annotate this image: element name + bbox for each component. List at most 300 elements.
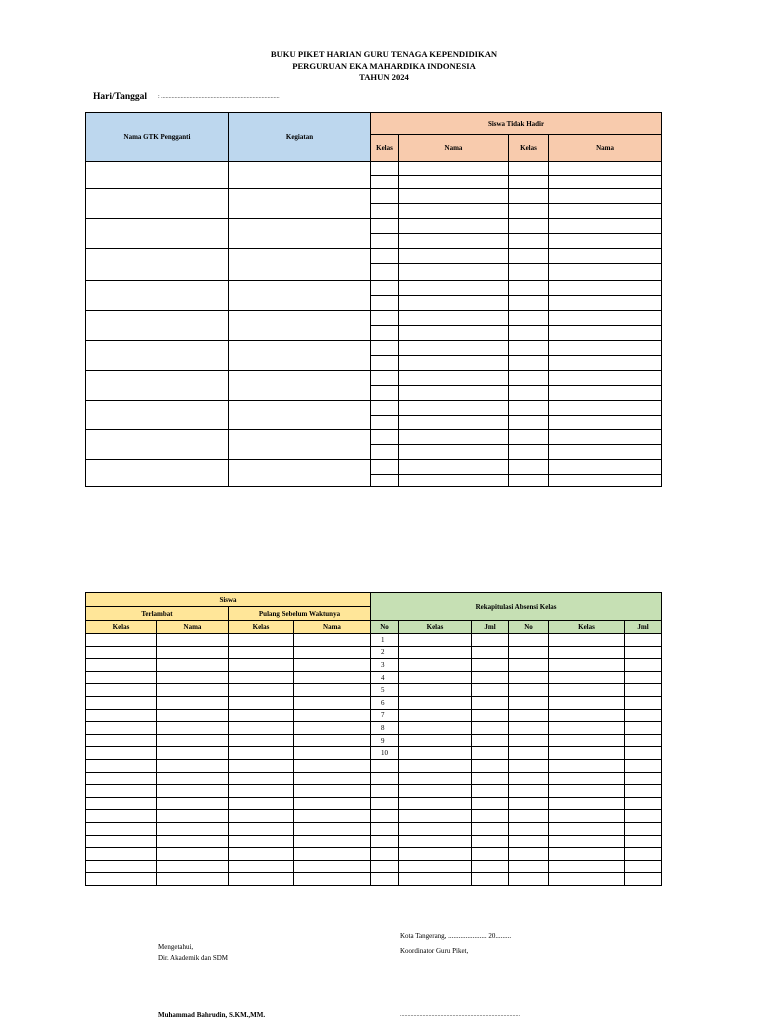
- cell-kelas[interactable]: [229, 873, 294, 886]
- cell-kelas[interactable]: [399, 659, 472, 672]
- cell-kelas[interactable]: [229, 722, 294, 735]
- cell-nama-gtk[interactable]: [86, 460, 229, 487]
- cell-no[interactable]: [371, 848, 399, 861]
- cell-kelas[interactable]: [399, 810, 472, 823]
- cell-nama-gtk[interactable]: [86, 189, 229, 219]
- cell-kelas[interactable]: [549, 873, 625, 886]
- cell-nama[interactable]: [399, 401, 509, 416]
- cell-nama[interactable]: [549, 416, 662, 430]
- cell-kelas[interactable]: [86, 797, 157, 810]
- cell-nama[interactable]: [549, 445, 662, 460]
- cell-nama[interactable]: [399, 176, 509, 189]
- cell-jml[interactable]: [472, 810, 509, 823]
- cell-nama[interactable]: [399, 460, 509, 475]
- cell-kelas[interactable]: [229, 646, 294, 659]
- cell-nama[interactable]: [399, 371, 509, 386]
- cell-kelas[interactable]: [399, 671, 472, 684]
- cell-no[interactable]: [371, 873, 399, 886]
- cell-kegiatan[interactable]: [229, 189, 371, 219]
- cell-kelas[interactable]: [86, 696, 157, 709]
- cell-nama[interactable]: [399, 475, 509, 487]
- cell-kelas[interactable]: [86, 759, 157, 772]
- cell-jml[interactable]: [625, 797, 662, 810]
- cell-kelas[interactable]: [509, 264, 549, 281]
- cell-jml[interactable]: [625, 671, 662, 684]
- cell-kelas[interactable]: [509, 162, 549, 176]
- cell-no[interactable]: 8: [371, 722, 399, 735]
- cell-jml[interactable]: [625, 822, 662, 835]
- cell-kelas[interactable]: [371, 326, 399, 341]
- cell-nama[interactable]: [294, 848, 371, 861]
- cell-nama[interactable]: [294, 747, 371, 760]
- cell-no[interactable]: [509, 709, 549, 722]
- cell-kelas[interactable]: [371, 371, 399, 386]
- cell-nama[interactable]: [294, 810, 371, 823]
- cell-no[interactable]: [509, 734, 549, 747]
- cell-nama[interactable]: [157, 734, 229, 747]
- cell-nama-gtk[interactable]: [86, 430, 229, 460]
- cell-no[interactable]: [371, 772, 399, 785]
- cell-jml[interactable]: [625, 759, 662, 772]
- cell-kelas[interactable]: [509, 311, 549, 326]
- cell-kelas[interactable]: [371, 445, 399, 460]
- cell-kegiatan[interactable]: [229, 430, 371, 460]
- cell-nama[interactable]: [399, 281, 509, 296]
- cell-no[interactable]: [509, 722, 549, 735]
- cell-jml[interactable]: [625, 835, 662, 848]
- cell-jml[interactable]: [472, 797, 509, 810]
- cell-kelas[interactable]: [399, 797, 472, 810]
- cell-jml[interactable]: [472, 785, 509, 798]
- cell-nama[interactable]: [294, 759, 371, 772]
- cell-kelas[interactable]: [509, 430, 549, 445]
- cell-jml[interactable]: [625, 785, 662, 798]
- cell-kelas[interactable]: [399, 759, 472, 772]
- cell-no[interactable]: 3: [371, 659, 399, 672]
- cell-jml[interactable]: [625, 722, 662, 735]
- cell-kelas[interactable]: [86, 860, 157, 873]
- cell-kelas[interactable]: [509, 341, 549, 356]
- cell-kelas[interactable]: [399, 822, 472, 835]
- cell-nama[interactable]: [399, 445, 509, 460]
- cell-no[interactable]: [509, 785, 549, 798]
- cell-kelas[interactable]: [229, 797, 294, 810]
- cell-no[interactable]: [509, 810, 549, 823]
- cell-nama[interactable]: [294, 835, 371, 848]
- cell-nama-gtk[interactable]: [86, 219, 229, 249]
- cell-nama[interactable]: [157, 848, 229, 861]
- cell-kegiatan[interactable]: [229, 162, 371, 189]
- cell-kelas[interactable]: [549, 822, 625, 835]
- cell-nama[interactable]: [399, 416, 509, 430]
- cell-kelas[interactable]: [229, 659, 294, 672]
- cell-jml[interactable]: [625, 860, 662, 873]
- cell-kelas[interactable]: [399, 772, 472, 785]
- cell-kelas[interactable]: [509, 204, 549, 219]
- cell-kelas[interactable]: [371, 249, 399, 264]
- cell-nama[interactable]: [549, 234, 662, 249]
- cell-no[interactable]: [509, 873, 549, 886]
- cell-no[interactable]: [509, 772, 549, 785]
- cell-no[interactable]: 1: [371, 634, 399, 647]
- cell-nama[interactable]: [157, 696, 229, 709]
- cell-kelas[interactable]: [399, 860, 472, 873]
- cell-kelas[interactable]: [549, 659, 625, 672]
- cell-kelas[interactable]: [399, 684, 472, 697]
- cell-no[interactable]: [509, 835, 549, 848]
- cell-nama[interactable]: [549, 356, 662, 371]
- cell-kelas[interactable]: [371, 234, 399, 249]
- cell-jml[interactable]: [472, 634, 509, 647]
- cell-nama[interactable]: [157, 810, 229, 823]
- cell-kelas[interactable]: [371, 219, 399, 234]
- cell-no[interactable]: 10: [371, 747, 399, 760]
- cell-jml[interactable]: [625, 634, 662, 647]
- cell-jml[interactable]: [625, 684, 662, 697]
- cell-nama[interactable]: [399, 326, 509, 341]
- cell-kelas[interactable]: [371, 311, 399, 326]
- cell-nama[interactable]: [294, 722, 371, 735]
- cell-nama[interactable]: [399, 386, 509, 401]
- cell-nama[interactable]: [294, 684, 371, 697]
- cell-kelas[interactable]: [229, 747, 294, 760]
- cell-kegiatan[interactable]: [229, 401, 371, 430]
- cell-nama[interactable]: [294, 797, 371, 810]
- cell-no[interactable]: [509, 659, 549, 672]
- cell-kelas[interactable]: [509, 326, 549, 341]
- cell-kelas[interactable]: [86, 671, 157, 684]
- cell-kelas[interactable]: [86, 659, 157, 672]
- cell-nama[interactable]: [157, 709, 229, 722]
- cell-kelas[interactable]: [86, 848, 157, 861]
- hari-tanggal-field[interactable]: : ...............................................................................: [158, 94, 280, 100]
- cell-nama[interactable]: [157, 722, 229, 735]
- cell-nama[interactable]: [157, 873, 229, 886]
- cell-nama[interactable]: [294, 696, 371, 709]
- cell-jml[interactable]: [625, 734, 662, 747]
- cell-kelas[interactable]: [229, 759, 294, 772]
- cell-jml[interactable]: [472, 873, 509, 886]
- cell-jml[interactable]: [472, 659, 509, 672]
- cell-kelas[interactable]: [371, 416, 399, 430]
- cell-kelas[interactable]: [549, 709, 625, 722]
- cell-nama[interactable]: [549, 264, 662, 281]
- cell-kelas[interactable]: [509, 445, 549, 460]
- cell-nama[interactable]: [549, 475, 662, 487]
- cell-kelas[interactable]: [371, 264, 399, 281]
- cell-kelas[interactable]: [509, 356, 549, 371]
- cell-kegiatan[interactable]: [229, 219, 371, 249]
- cell-jml[interactable]: [472, 822, 509, 835]
- cell-nama[interactable]: [157, 822, 229, 835]
- cell-kelas[interactable]: [509, 219, 549, 234]
- cell-no[interactable]: [509, 696, 549, 709]
- cell-kelas[interactable]: [86, 734, 157, 747]
- cell-nama[interactable]: [549, 401, 662, 416]
- cell-kelas[interactable]: [371, 204, 399, 219]
- cell-nama[interactable]: [549, 460, 662, 475]
- cell-kelas[interactable]: [399, 835, 472, 848]
- cell-nama[interactable]: [549, 430, 662, 445]
- cell-no[interactable]: [371, 822, 399, 835]
- cell-nama[interactable]: [549, 219, 662, 234]
- cell-nama[interactable]: [549, 204, 662, 219]
- cell-nama[interactable]: [157, 860, 229, 873]
- cell-kelas[interactable]: [229, 709, 294, 722]
- cell-nama[interactable]: [157, 759, 229, 772]
- cell-kegiatan[interactable]: [229, 281, 371, 311]
- cell-nama[interactable]: [157, 684, 229, 697]
- cell-nama[interactable]: [549, 326, 662, 341]
- cell-nama[interactable]: [157, 797, 229, 810]
- cell-kelas[interactable]: [509, 416, 549, 430]
- cell-nama[interactable]: [549, 281, 662, 296]
- cell-nama[interactable]: [549, 176, 662, 189]
- cell-no[interactable]: [509, 634, 549, 647]
- cell-kegiatan[interactable]: [229, 341, 371, 371]
- cell-jml[interactable]: [472, 848, 509, 861]
- cell-no[interactable]: [371, 835, 399, 848]
- cell-kelas[interactable]: [229, 634, 294, 647]
- cell-kelas[interactable]: [549, 785, 625, 798]
- cell-no[interactable]: [371, 810, 399, 823]
- cell-jml[interactable]: [472, 835, 509, 848]
- cell-nama[interactable]: [294, 785, 371, 798]
- cell-kelas[interactable]: [86, 772, 157, 785]
- cell-no[interactable]: [371, 785, 399, 798]
- cell-jml[interactable]: [472, 696, 509, 709]
- cell-kelas[interactable]: [229, 810, 294, 823]
- cell-nama[interactable]: [549, 189, 662, 204]
- cell-kelas[interactable]: [86, 722, 157, 735]
- cell-nama[interactable]: [549, 311, 662, 326]
- cell-nama-gtk[interactable]: [86, 341, 229, 371]
- cell-nama[interactable]: [399, 162, 509, 176]
- cell-kelas[interactable]: [371, 176, 399, 189]
- cell-jml[interactable]: [625, 646, 662, 659]
- cell-nama-gtk[interactable]: [86, 281, 229, 311]
- cell-kelas[interactable]: [549, 797, 625, 810]
- cell-kelas[interactable]: [229, 684, 294, 697]
- cell-kelas[interactable]: [509, 296, 549, 311]
- cell-kegiatan[interactable]: [229, 371, 371, 401]
- cell-kelas[interactable]: [86, 873, 157, 886]
- cell-kelas[interactable]: [399, 696, 472, 709]
- cell-no[interactable]: 2: [371, 646, 399, 659]
- cell-no[interactable]: [371, 759, 399, 772]
- cell-kelas[interactable]: [229, 772, 294, 785]
- cell-kelas[interactable]: [509, 234, 549, 249]
- cell-nama[interactable]: [157, 659, 229, 672]
- cell-kelas[interactable]: [549, 835, 625, 848]
- kota-tanggal-field[interactable]: Kota Tangerang, ...................... 20.........: [400, 932, 512, 940]
- cell-kelas[interactable]: [549, 860, 625, 873]
- cell-kelas[interactable]: [371, 401, 399, 416]
- cell-kelas[interactable]: [229, 860, 294, 873]
- signature-line-koordinator[interactable]: ................................................................................: [400, 1012, 520, 1018]
- cell-kegiatan[interactable]: [229, 460, 371, 487]
- cell-kelas[interactable]: [399, 785, 472, 798]
- cell-nama[interactable]: [294, 822, 371, 835]
- cell-kelas[interactable]: [549, 684, 625, 697]
- cell-kelas[interactable]: [549, 734, 625, 747]
- cell-nama[interactable]: [294, 671, 371, 684]
- cell-nama[interactable]: [399, 189, 509, 204]
- cell-kelas[interactable]: [371, 341, 399, 356]
- cell-kelas[interactable]: [229, 785, 294, 798]
- cell-nama[interactable]: [157, 835, 229, 848]
- cell-kelas[interactable]: [371, 475, 399, 487]
- cell-nama[interactable]: [294, 659, 371, 672]
- cell-kelas[interactable]: [86, 810, 157, 823]
- cell-nama[interactable]: [399, 219, 509, 234]
- cell-jml[interactable]: [472, 772, 509, 785]
- cell-nama[interactable]: [399, 356, 509, 371]
- cell-kelas[interactable]: [549, 848, 625, 861]
- cell-kelas[interactable]: [549, 634, 625, 647]
- cell-no[interactable]: [509, 822, 549, 835]
- cell-nama-gtk[interactable]: [86, 401, 229, 430]
- cell-jml[interactable]: [472, 646, 509, 659]
- cell-nama[interactable]: [549, 371, 662, 386]
- cell-kelas[interactable]: [86, 709, 157, 722]
- cell-kelas[interactable]: [549, 696, 625, 709]
- cell-kelas[interactable]: [509, 281, 549, 296]
- cell-nama[interactable]: [157, 671, 229, 684]
- cell-kelas[interactable]: [86, 835, 157, 848]
- cell-kelas[interactable]: [509, 371, 549, 386]
- cell-kelas[interactable]: [399, 873, 472, 886]
- cell-kelas[interactable]: [509, 401, 549, 416]
- cell-kelas[interactable]: [399, 734, 472, 747]
- cell-kelas[interactable]: [86, 684, 157, 697]
- cell-nama[interactable]: [157, 646, 229, 659]
- cell-kelas[interactable]: [371, 296, 399, 311]
- cell-kelas[interactable]: [549, 722, 625, 735]
- cell-nama[interactable]: [294, 646, 371, 659]
- cell-kelas[interactable]: [509, 249, 549, 264]
- cell-kelas[interactable]: [229, 696, 294, 709]
- cell-no[interactable]: 6: [371, 696, 399, 709]
- cell-kelas[interactable]: [229, 822, 294, 835]
- cell-no[interactable]: 4: [371, 671, 399, 684]
- cell-nama[interactable]: [294, 873, 371, 886]
- cell-nama[interactable]: [399, 204, 509, 219]
- cell-kelas[interactable]: [509, 460, 549, 475]
- cell-no[interactable]: [371, 797, 399, 810]
- cell-kelas[interactable]: [371, 356, 399, 371]
- cell-no[interactable]: [509, 646, 549, 659]
- cell-nama[interactable]: [399, 341, 509, 356]
- cell-kelas[interactable]: [549, 646, 625, 659]
- cell-jml[interactable]: [472, 671, 509, 684]
- cell-kelas[interactable]: [399, 848, 472, 861]
- cell-nama[interactable]: [294, 772, 371, 785]
- cell-jml[interactable]: [472, 747, 509, 760]
- cell-jml[interactable]: [625, 709, 662, 722]
- cell-nama-gtk[interactable]: [86, 162, 229, 189]
- cell-kelas[interactable]: [86, 634, 157, 647]
- cell-kelas[interactable]: [509, 189, 549, 204]
- cell-jml[interactable]: [472, 684, 509, 697]
- cell-no[interactable]: [371, 860, 399, 873]
- cell-no[interactable]: [509, 860, 549, 873]
- cell-nama[interactable]: [157, 747, 229, 760]
- cell-jml[interactable]: [625, 772, 662, 785]
- cell-nama-gtk[interactable]: [86, 371, 229, 401]
- cell-kelas[interactable]: [229, 734, 294, 747]
- cell-kelas[interactable]: [399, 646, 472, 659]
- cell-kelas[interactable]: [229, 848, 294, 861]
- cell-kelas[interactable]: [229, 835, 294, 848]
- cell-kelas[interactable]: [86, 747, 157, 760]
- cell-kelas[interactable]: [549, 772, 625, 785]
- cell-kegiatan[interactable]: [229, 311, 371, 341]
- cell-nama[interactable]: [294, 634, 371, 647]
- cell-kelas[interactable]: [549, 759, 625, 772]
- cell-no[interactable]: [509, 671, 549, 684]
- cell-jml[interactable]: [472, 722, 509, 735]
- cell-jml[interactable]: [625, 848, 662, 861]
- cell-nama[interactable]: [294, 734, 371, 747]
- cell-jml[interactable]: [625, 696, 662, 709]
- cell-kelas[interactable]: [86, 785, 157, 798]
- cell-nama[interactable]: [549, 296, 662, 311]
- cell-no[interactable]: [509, 759, 549, 772]
- cell-jml[interactable]: [472, 709, 509, 722]
- cell-nama[interactable]: [399, 311, 509, 326]
- cell-kelas[interactable]: [399, 722, 472, 735]
- cell-no[interactable]: 7: [371, 709, 399, 722]
- cell-kelas[interactable]: [229, 671, 294, 684]
- cell-nama[interactable]: [399, 264, 509, 281]
- cell-no[interactable]: [509, 797, 549, 810]
- cell-kelas[interactable]: [399, 747, 472, 760]
- cell-kelas[interactable]: [371, 189, 399, 204]
- cell-no[interactable]: [509, 684, 549, 697]
- cell-jml[interactable]: [625, 873, 662, 886]
- cell-kelas[interactable]: [371, 430, 399, 445]
- cell-kelas[interactable]: [371, 281, 399, 296]
- cell-no[interactable]: [509, 747, 549, 760]
- cell-nama[interactable]: [294, 709, 371, 722]
- cell-jml[interactable]: [625, 659, 662, 672]
- cell-nama[interactable]: [157, 772, 229, 785]
- cell-no[interactable]: 5: [371, 684, 399, 697]
- cell-nama[interactable]: [549, 162, 662, 176]
- cell-kelas[interactable]: [399, 709, 472, 722]
- cell-nama[interactable]: [399, 249, 509, 264]
- cell-kelas[interactable]: [549, 671, 625, 684]
- cell-nama[interactable]: [549, 249, 662, 264]
- cell-kelas[interactable]: [509, 475, 549, 487]
- cell-kelas[interactable]: [371, 386, 399, 401]
- cell-nama[interactable]: [399, 234, 509, 249]
- cell-no[interactable]: 9: [371, 734, 399, 747]
- cell-jml[interactable]: [472, 759, 509, 772]
- cell-nama[interactable]: [549, 386, 662, 401]
- cell-jml[interactable]: [625, 810, 662, 823]
- cell-kelas[interactable]: [86, 646, 157, 659]
- cell-kelas[interactable]: [509, 176, 549, 189]
- cell-nama[interactable]: [549, 341, 662, 356]
- cell-jml[interactable]: [472, 734, 509, 747]
- cell-nama[interactable]: [157, 785, 229, 798]
- cell-nama[interactable]: [157, 634, 229, 647]
- cell-nama-gtk[interactable]: [86, 311, 229, 341]
- cell-kelas[interactable]: [399, 634, 472, 647]
- cell-jml[interactable]: [625, 747, 662, 760]
